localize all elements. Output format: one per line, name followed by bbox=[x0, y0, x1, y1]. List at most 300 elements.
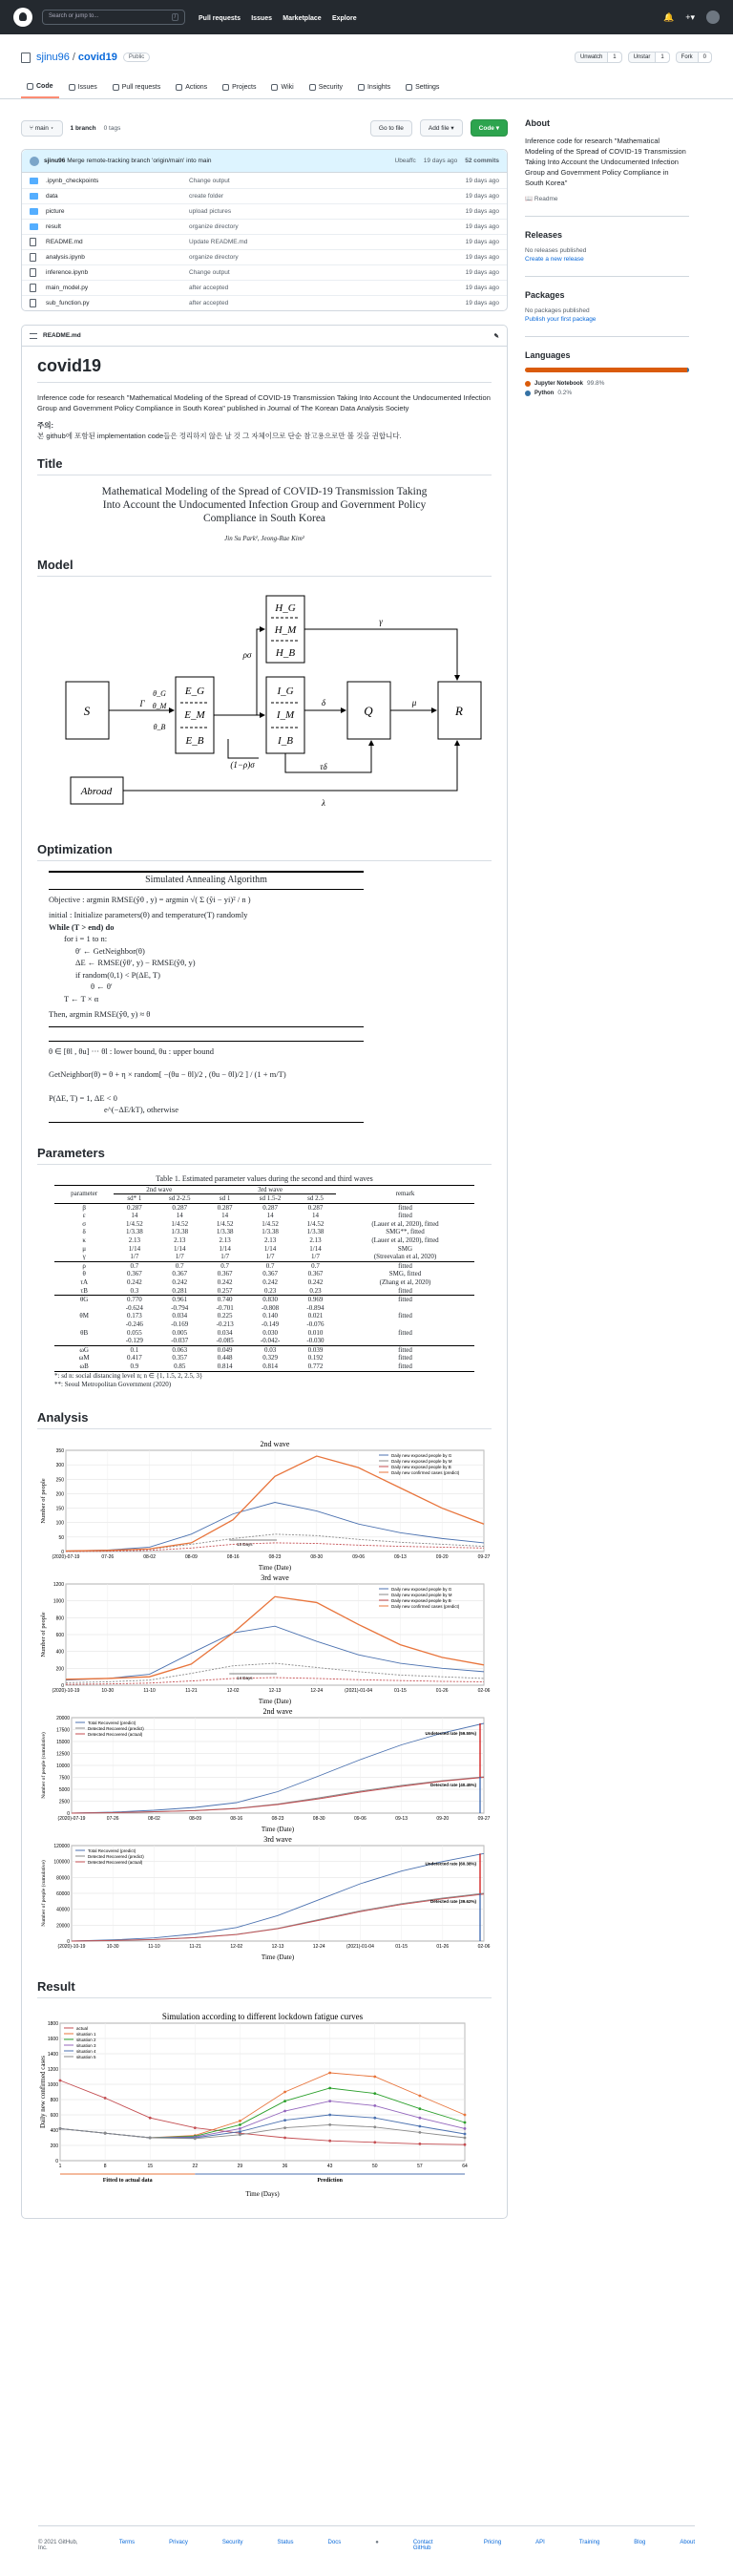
chart-title: 2nd wave bbox=[262, 1706, 293, 1716]
file-name[interactable]: sub_function.py bbox=[46, 300, 90, 306]
file-age: 19 days ago bbox=[465, 285, 499, 291]
table-cell: 0.005 bbox=[172, 1328, 188, 1337]
watch-count[interactable]: 1 bbox=[607, 53, 620, 62]
tab-label: Issues bbox=[77, 84, 97, 91]
table-cell: 0.367 bbox=[217, 1270, 233, 1278]
language-percent: 99.8% bbox=[587, 380, 605, 387]
table-cell: 1/3.38 bbox=[216, 1228, 234, 1236]
language-dot bbox=[525, 391, 531, 396]
table-cell: 1/7 bbox=[265, 1253, 275, 1261]
table-row bbox=[54, 1278, 474, 1287]
data-point bbox=[373, 2104, 376, 2107]
file-icon bbox=[30, 253, 36, 262]
pr-icon bbox=[113, 84, 119, 91]
data-point bbox=[373, 2141, 376, 2143]
legend-label: Daily new exposed people by G bbox=[391, 1586, 452, 1592]
legend-label: Detected Recovered (predict) bbox=[88, 1853, 144, 1859]
table-cell: 0.969 bbox=[295, 1296, 336, 1304]
undetected-rate-label: Undetected rate (60.38%) bbox=[425, 1860, 476, 1866]
file-commit-message[interactable]: Change output bbox=[189, 269, 230, 276]
data-point bbox=[464, 2113, 467, 2116]
table-cell: τB bbox=[80, 1286, 88, 1295]
node-s: S bbox=[83, 704, 91, 718]
label-mu: μ bbox=[411, 698, 417, 707]
star-label: Unstar bbox=[633, 54, 651, 60]
footer-link[interactable]: API bbox=[535, 2540, 545, 2545]
y-axis-label: Number of people bbox=[40, 1477, 47, 1524]
file-name[interactable]: .ipynb_checkpoints bbox=[46, 177, 99, 184]
footer-link[interactable]: Blog bbox=[634, 2540, 646, 2545]
x-tick-label: 01-26 bbox=[435, 1687, 449, 1694]
table-cell: (Lauer et al, 2020), fitted bbox=[371, 1219, 439, 1228]
table-cell: 0.287 bbox=[155, 1203, 204, 1212]
algo-line: θ ← θ′ bbox=[91, 982, 113, 991]
legend-label: Daily new exposed people by G bbox=[391, 1452, 452, 1458]
tab-insights[interactable] bbox=[352, 78, 396, 98]
label-theta-m: θ_M bbox=[152, 702, 167, 710]
table-cell: 0.034 bbox=[172, 1312, 188, 1320]
file-icon bbox=[30, 284, 36, 292]
y-axis-label: Daily new confirmed cases bbox=[39, 2055, 47, 2128]
node-em: E_M bbox=[184, 709, 205, 721]
table-cell: 0.281 bbox=[172, 1286, 188, 1295]
x-tick-label: 11-21 bbox=[189, 1943, 201, 1950]
file-name[interactable]: README.md bbox=[46, 239, 83, 245]
algo-line: θ′ ← GetNeighbor(θ) bbox=[75, 945, 145, 956]
y-tick-label: 0 bbox=[61, 1549, 64, 1555]
language-bar-python bbox=[687, 368, 689, 372]
x-tick-label: 07-26 bbox=[106, 1815, 119, 1822]
data-point bbox=[373, 2125, 376, 2128]
file-name[interactable]: result bbox=[46, 223, 61, 230]
file-commit-message[interactable]: Change output bbox=[189, 177, 230, 184]
series-line bbox=[60, 2115, 465, 2138]
language-item[interactable] bbox=[525, 380, 689, 387]
table-row bbox=[54, 1212, 474, 1220]
table-cell: 0.055 bbox=[126, 1328, 142, 1337]
data-point bbox=[373, 2075, 376, 2078]
plot-frame bbox=[60, 2023, 465, 2161]
file-row[interactable] bbox=[22, 295, 507, 310]
file-age: 19 days ago bbox=[465, 254, 499, 261]
table-cell: ωM bbox=[78, 1354, 90, 1362]
table-cell: 0.3 bbox=[130, 1286, 139, 1295]
releases-heading[interactable]: Releases bbox=[525, 230, 563, 240]
label-lambda: λ bbox=[322, 798, 325, 808]
note-title: 주의: bbox=[37, 421, 53, 430]
footer-link[interactable]: Status bbox=[277, 2540, 294, 2545]
copyright: © 2021 GitHub, Inc. bbox=[38, 2540, 78, 2551]
repo-tabs bbox=[21, 78, 712, 98]
nav-issues[interactable]: Issues bbox=[251, 14, 272, 22]
fork-count[interactable]: 0 bbox=[698, 53, 711, 62]
avatar[interactable] bbox=[706, 11, 720, 24]
play-icon bbox=[176, 84, 182, 91]
data-point bbox=[283, 2109, 286, 2112]
footer-link[interactable]: Contact GitHub bbox=[412, 2540, 433, 2551]
algo-line: T ← T × α bbox=[64, 993, 99, 1003]
table-cell: 1/4.52 bbox=[306, 1219, 325, 1228]
table-caption: Table 1. Estimated parameter values during the second and third waves bbox=[156, 1173, 373, 1183]
language-name: Jupyter Notebook bbox=[534, 380, 584, 387]
file-name[interactable]: analysis.ipynb bbox=[46, 254, 85, 261]
table-cell: 1/14 bbox=[174, 1244, 186, 1253]
data-point bbox=[194, 2137, 197, 2140]
table-cell: 0.021 bbox=[307, 1312, 324, 1320]
algo-line: for i = 1 to n: bbox=[64, 934, 108, 943]
table-cell: 0.7 bbox=[295, 1261, 336, 1270]
chart-3rd-wave-daily bbox=[37, 1573, 493, 1706]
commit-count[interactable]: 52 commits bbox=[465, 158, 499, 164]
tab-wiki[interactable] bbox=[265, 78, 299, 98]
bell-icon[interactable]: 🔔 bbox=[663, 11, 675, 22]
file-row[interactable] bbox=[22, 188, 507, 203]
tags-link[interactable] bbox=[104, 125, 121, 132]
chart-2nd-wave-daily bbox=[37, 1439, 493, 1573]
data-point bbox=[328, 2086, 331, 2089]
no-packages: No packages published bbox=[525, 307, 590, 314]
x-tick-label: 22 bbox=[192, 2163, 199, 2169]
table-cell: κ bbox=[82, 1236, 86, 1245]
model-diagram bbox=[37, 586, 486, 825]
readme-header bbox=[22, 326, 507, 347]
table-cell: 1/3.38 bbox=[126, 1228, 143, 1236]
tab-actions[interactable] bbox=[170, 78, 213, 98]
y-tick-label: 1000 bbox=[52, 1598, 64, 1605]
x-tick-label: 08-16 bbox=[226, 1553, 240, 1560]
table-cell bbox=[336, 1304, 474, 1313]
readme-link[interactable]: 📖 Readme bbox=[525, 196, 558, 202]
table-row bbox=[54, 1245, 474, 1254]
algo-line: While (T > end) do bbox=[49, 921, 115, 932]
code-button[interactable]: Code ▾ bbox=[471, 119, 508, 137]
file-commit-message[interactable]: upload pictures bbox=[189, 208, 232, 215]
y-tick-label: 15000 bbox=[56, 1739, 70, 1745]
tab-label: Settings bbox=[415, 84, 440, 91]
branches-link[interactable] bbox=[71, 125, 96, 132]
star-button[interactable] bbox=[628, 52, 670, 63]
col-subheader: sd 1.5-2 bbox=[259, 1194, 282, 1203]
data-point bbox=[104, 2097, 107, 2100]
footer-link[interactable]: Pricing bbox=[483, 2540, 502, 2545]
algo-def-bounds: θ ∈ [θl , θu] ··· θl : lower bound, θu : upper bound bbox=[49, 1045, 214, 1056]
data-point bbox=[328, 2071, 331, 2074]
phase-label: Fitted to actual data bbox=[102, 2177, 153, 2184]
x-axis-label: Time (Date) bbox=[261, 1825, 295, 1833]
file-icon bbox=[30, 238, 36, 246]
file-age: 19 days ago bbox=[465, 177, 499, 184]
footer-link[interactable]: Privacy bbox=[169, 2540, 188, 2545]
table-cell: 2.13 bbox=[128, 1236, 140, 1245]
col-subheader: sd 2.5 bbox=[307, 1194, 324, 1203]
table-cell: 0.770 bbox=[114, 1296, 155, 1304]
table-cell: 0.287 bbox=[114, 1203, 155, 1212]
language-item[interactable] bbox=[525, 390, 689, 396]
publish-package-link[interactable]: Publish your first package bbox=[525, 316, 597, 323]
x-tick-label: (2020)-07-19 bbox=[57, 1815, 86, 1822]
tab-code[interactable] bbox=[21, 78, 59, 98]
project-icon bbox=[222, 84, 229, 91]
data-point bbox=[149, 2116, 152, 2119]
file-age: 19 days ago bbox=[465, 269, 499, 276]
branch-select[interactable]: ⑂ main ▾ bbox=[21, 120, 63, 137]
x-tick-label: 29 bbox=[237, 2163, 243, 2169]
file-commit-message[interactable]: after accepted bbox=[189, 285, 229, 291]
table-cell bbox=[336, 1320, 474, 1329]
x-tick-label: 36 bbox=[282, 2163, 288, 2169]
nav-pull-requests[interactable]: Pull requests bbox=[199, 14, 241, 22]
footer-link[interactable]: About bbox=[680, 2540, 695, 2545]
table-cell: 0.257 bbox=[217, 1286, 233, 1295]
plus-menu[interactable]: +▾ bbox=[685, 11, 695, 22]
data-point bbox=[104, 2131, 107, 2134]
table-cell: -0.624 bbox=[125, 1303, 143, 1312]
x-tick-label: 15 bbox=[147, 2163, 154, 2169]
table-cell: 2.13 bbox=[309, 1236, 322, 1245]
file-commit-message[interactable]: after accepted bbox=[189, 300, 229, 306]
x-tick-label: 12-24 bbox=[310, 1687, 324, 1694]
algo-objective: Objective : argmin RMSE(ŷθ , y) = argmin √( Σ (ŷi − yi)² / n ) bbox=[49, 894, 251, 904]
table-cell: 0.417 bbox=[126, 1354, 142, 1362]
y-tick-label: 0 bbox=[61, 1682, 64, 1689]
table-cell: θM bbox=[79, 1312, 89, 1320]
code-icon bbox=[27, 83, 33, 90]
table-cell: fitted bbox=[398, 1354, 412, 1362]
readme-box bbox=[21, 325, 508, 2219]
legend-label: Total Recovered (predict) bbox=[88, 1848, 136, 1853]
x-tick-label: 1 bbox=[58, 2163, 62, 2169]
tab-projects[interactable] bbox=[217, 78, 262, 98]
fork-label: Fork bbox=[681, 54, 693, 60]
gear-icon bbox=[406, 84, 412, 91]
y-tick-label: 800 bbox=[50, 2097, 58, 2103]
chart-title: 3rd wave bbox=[261, 1573, 289, 1582]
watch-button[interactable] bbox=[575, 52, 622, 63]
data-point bbox=[239, 2127, 241, 2130]
table-cell: -0.808 bbox=[262, 1303, 280, 1312]
x-tick-label: 43 bbox=[326, 2163, 333, 2169]
footer-link[interactable]: Terms bbox=[118, 2540, 136, 2545]
x-tick-label: 11-10 bbox=[143, 1687, 156, 1694]
data-point bbox=[418, 2094, 421, 2097]
file-row[interactable] bbox=[22, 264, 507, 280]
y-tick-label: 80000 bbox=[56, 1874, 70, 1881]
table-cell: -0.169 bbox=[171, 1320, 189, 1328]
table-cell: -0.076 bbox=[306, 1320, 325, 1328]
label-theta-g: θ_G bbox=[153, 689, 166, 698]
file-row[interactable] bbox=[22, 203, 507, 219]
label-tau-delta: τδ bbox=[320, 762, 327, 771]
repo-name[interactable]: covid19 bbox=[77, 52, 117, 63]
table-cell: 0.740 bbox=[204, 1296, 245, 1304]
tab-issues[interactable] bbox=[63, 78, 103, 98]
y-axis-label: Number of people (cumulative) bbox=[41, 1859, 47, 1927]
table-cell: -0.085 bbox=[216, 1337, 234, 1345]
x-axis-label: Time (Date) bbox=[258, 1563, 292, 1572]
folder-icon bbox=[30, 208, 38, 215]
data-point bbox=[283, 2136, 286, 2139]
file-age: 19 days ago bbox=[465, 223, 499, 230]
table-cell: -0.037 bbox=[171, 1337, 189, 1345]
commit-avatar[interactable] bbox=[30, 157, 39, 166]
data-point bbox=[464, 2121, 467, 2123]
y-tick-label: 17500 bbox=[56, 1727, 70, 1734]
legend-label: situation 2 bbox=[76, 2037, 96, 2042]
github-logo-icon[interactable] bbox=[13, 8, 32, 27]
commit-hash[interactable]: Ubeaffc bbox=[394, 158, 416, 164]
table-cell: 1/4.52 bbox=[216, 1219, 234, 1228]
x-tick-label: (2021)-01-04 bbox=[345, 1687, 373, 1694]
shield-icon bbox=[309, 84, 316, 91]
footer-link[interactable]: Security bbox=[221, 2540, 243, 2545]
data-point bbox=[283, 2119, 286, 2122]
star-count[interactable]: 1 bbox=[655, 53, 668, 62]
search-placeholder: Search or jump to... bbox=[49, 13, 99, 19]
legend-label: Daily new exposed people by B bbox=[391, 1597, 451, 1603]
file-name[interactable]: inference.ipynb bbox=[46, 269, 89, 276]
watch-label: Unwatch bbox=[579, 54, 603, 60]
data-point bbox=[373, 2092, 376, 2095]
y-tick-label: 200 bbox=[55, 1665, 64, 1672]
table-row bbox=[54, 1287, 474, 1296]
data-point bbox=[418, 2116, 421, 2119]
pencil-icon[interactable]: ✎ bbox=[493, 332, 499, 340]
legend-label: Daily new confirmed cases (predict) bbox=[391, 1469, 460, 1475]
repo-owner[interactable]: sjinu96 bbox=[36, 52, 70, 63]
table-cell: 0.242 bbox=[307, 1278, 324, 1287]
table-cell: fitted bbox=[336, 1203, 474, 1212]
label-gamma: γ bbox=[379, 617, 383, 626]
algo-line: Then, argmin RMSE(ŷθ, y) ≈ θ bbox=[49, 1009, 151, 1019]
data-point bbox=[239, 2130, 241, 2133]
table-cell: 1/14 bbox=[128, 1244, 141, 1253]
commit-age: 19 days ago bbox=[423, 158, 458, 164]
table-cell: θB bbox=[80, 1328, 89, 1337]
language-dot bbox=[525, 381, 531, 387]
table-cell: 14 bbox=[266, 1212, 274, 1220]
y-tick-label: 20000 bbox=[56, 1715, 70, 1721]
table-cell: 2.13 bbox=[263, 1236, 277, 1245]
col-subheader: sd 1 bbox=[219, 1194, 231, 1203]
tab-settings[interactable] bbox=[400, 78, 445, 98]
data-point bbox=[283, 2100, 286, 2102]
file-row[interactable] bbox=[22, 280, 507, 295]
go-to-file-button[interactable]: Go to file bbox=[370, 120, 412, 137]
separator: / bbox=[72, 52, 75, 63]
label-delta: δ bbox=[321, 698, 326, 707]
file-name[interactable]: data bbox=[46, 193, 58, 200]
data-point bbox=[328, 2139, 331, 2142]
tab-pull-requests[interactable] bbox=[107, 78, 166, 98]
github-mark-icon[interactable]: ● bbox=[375, 2540, 379, 2545]
readme-filename: README.md bbox=[43, 332, 81, 339]
footer-link[interactable]: Docs bbox=[327, 2540, 342, 2545]
file-commit-message[interactable]: organize directory bbox=[189, 254, 239, 261]
x-tick-label: 09-27 bbox=[477, 1553, 491, 1560]
file-row[interactable] bbox=[22, 219, 507, 234]
table-cell: 1/3.38 bbox=[262, 1228, 279, 1236]
tab-security[interactable] bbox=[304, 78, 348, 98]
table-cell: 0.367 bbox=[262, 1270, 278, 1278]
table-row bbox=[54, 1329, 474, 1338]
table-cell: 0.772 bbox=[307, 1362, 324, 1370]
x-axis-label: Time (Date) bbox=[258, 1697, 292, 1705]
table-cell: 14 bbox=[311, 1212, 319, 1220]
table-footnote-2: **: Seoul Metropolitan Government (2020) bbox=[54, 1380, 172, 1388]
create-release-link[interactable]: Create a new release bbox=[525, 256, 584, 263]
file-commit-message[interactable]: Update README.md bbox=[189, 239, 248, 245]
table-cell: -0.213 bbox=[216, 1320, 234, 1328]
packages-heading[interactable]: Packages bbox=[525, 290, 565, 300]
search-input[interactable] bbox=[42, 10, 185, 25]
table-cell: -0.042- bbox=[260, 1337, 281, 1345]
table-cell: (Streevalan et al, 2020) bbox=[373, 1253, 437, 1261]
table-cell: fitted bbox=[398, 1362, 412, 1370]
node-ig: I_G bbox=[277, 686, 294, 697]
file-row[interactable] bbox=[22, 234, 507, 249]
tab-label: Projects bbox=[232, 84, 257, 91]
file-commit-message[interactable]: create folder bbox=[189, 193, 224, 200]
commit-message[interactable]: Merge remote-tracking branch 'origin/main' into main bbox=[67, 158, 212, 164]
table-cell: 0.173 bbox=[126, 1312, 142, 1320]
x-tick-label: 12-13 bbox=[268, 1687, 282, 1694]
footer-link[interactable]: Training bbox=[578, 2540, 600, 2545]
file-commit-message[interactable]: organize directory bbox=[189, 223, 239, 230]
data-point bbox=[418, 2131, 421, 2134]
table-row bbox=[54, 1304, 474, 1313]
add-file-button[interactable]: Add file ▾ bbox=[420, 119, 463, 137]
no-releases: No releases published bbox=[525, 247, 587, 254]
nav-explore[interactable]: Explore bbox=[331, 14, 357, 22]
table-cell: θ bbox=[82, 1270, 86, 1278]
table-header-row bbox=[54, 1185, 474, 1194]
table-cell: -0.030 bbox=[306, 1337, 325, 1345]
y-tick-label: 1400 bbox=[47, 2051, 58, 2058]
file-age: 19 days ago bbox=[465, 193, 499, 200]
table-cell: ρ bbox=[54, 1261, 114, 1270]
list-icon[interactable] bbox=[30, 333, 37, 339]
table-cell: SMG**, fitted bbox=[386, 1228, 425, 1236]
table-cell: 0.448 bbox=[217, 1354, 233, 1362]
sidebar bbox=[525, 118, 689, 2219]
file-row[interactable] bbox=[22, 249, 507, 264]
file-row[interactable] bbox=[22, 173, 507, 188]
folder-icon bbox=[30, 193, 38, 200]
visibility-badge: Public bbox=[123, 53, 150, 62]
node-hm: H_M bbox=[274, 624, 297, 636]
table-row bbox=[54, 1296, 474, 1304]
col-subheader: sd* 1 bbox=[127, 1194, 142, 1203]
x-tick-label: 08-16 bbox=[230, 1815, 243, 1822]
code-label: Code bbox=[478, 125, 494, 132]
table-cell: 1/7 bbox=[311, 1253, 320, 1261]
data-point bbox=[464, 2143, 467, 2145]
tab-label: Wiki bbox=[281, 84, 294, 91]
fork-button[interactable] bbox=[676, 52, 712, 63]
legend-label: situation 1 bbox=[76, 2031, 96, 2037]
chart-title: 2nd wave bbox=[260, 1439, 290, 1448]
table-row bbox=[54, 1203, 474, 1212]
nav-marketplace[interactable]: Marketplace bbox=[283, 14, 322, 22]
commit-author[interactable]: sjinu96 bbox=[44, 158, 66, 164]
y-tick-label: 40000 bbox=[56, 1907, 70, 1913]
chart-3rd-wave-cumulative bbox=[37, 1834, 493, 1962]
file-name[interactable]: main_model.py bbox=[46, 285, 89, 291]
table-cell: 0.961 bbox=[155, 1296, 204, 1304]
table-cell: 0.7 bbox=[204, 1261, 245, 1270]
file-list bbox=[21, 149, 508, 311]
file-name[interactable]: picture bbox=[46, 208, 65, 215]
